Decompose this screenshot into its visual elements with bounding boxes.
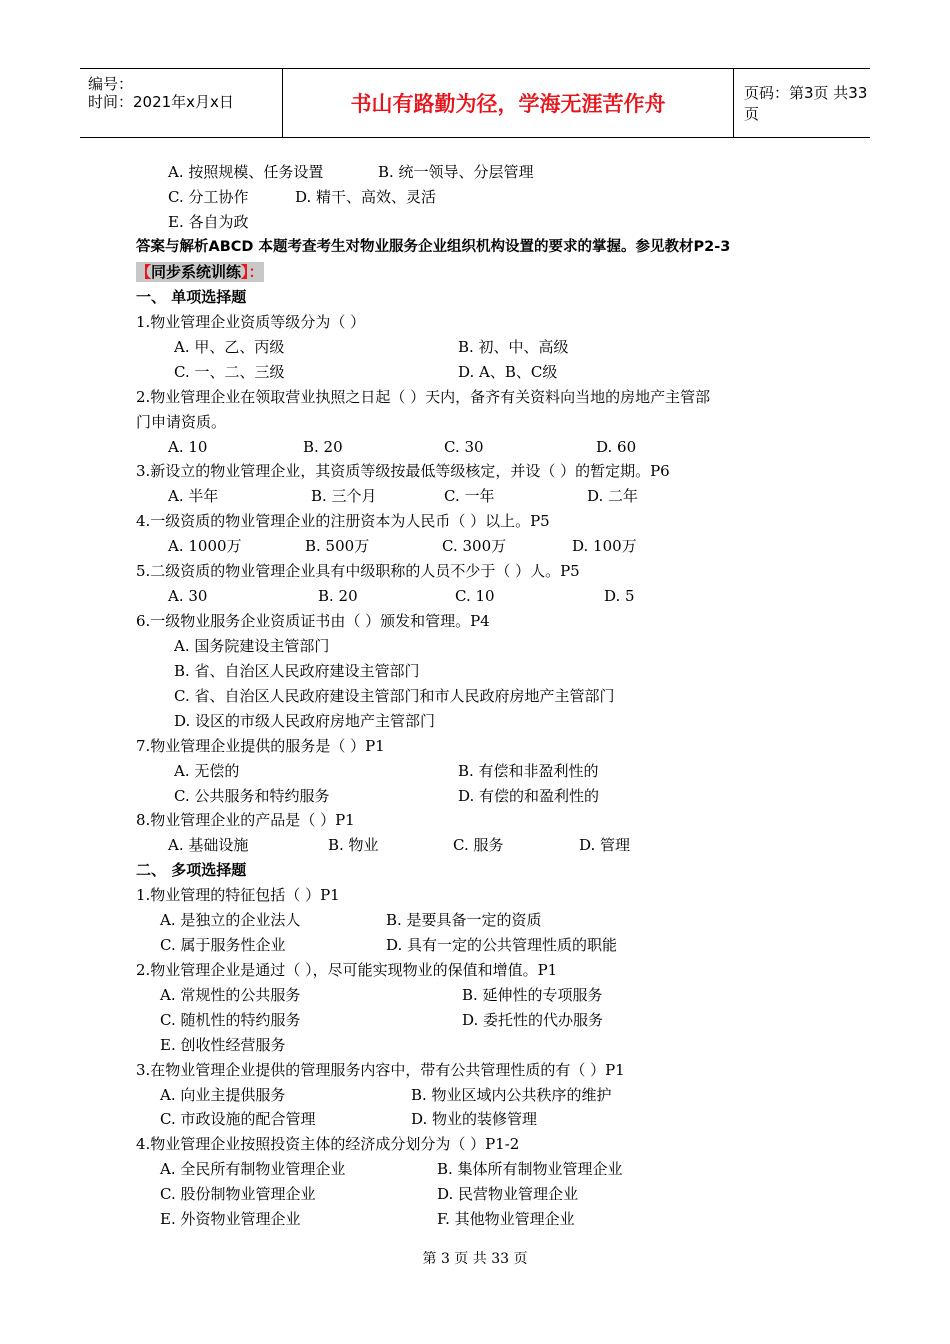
option: A. 基础设施 xyxy=(168,836,249,854)
question-stem: 4.一级资质的物业管理企业的注册资本为人民币（ ）以上。P5 xyxy=(136,512,550,530)
option: C. 省、自治区人民政府建设主管部门和市人民政府房地产主管部门 xyxy=(174,687,615,705)
option: D. 物业的装修管理 xyxy=(411,1110,538,1128)
option: A. 常规性的公共服务 xyxy=(160,986,301,1004)
option: A. 1000万 xyxy=(168,537,242,555)
option: D. 管理 xyxy=(579,836,631,854)
option: A. 无偿的 xyxy=(174,762,240,780)
option: A. 半年 xyxy=(168,487,219,505)
answer-explanation: 答案与解析ABCD 本题考查考生对物业服务企业组织机构设置的要求的掌握。参见教材P2-3 xyxy=(136,239,731,255)
question-stem: 3.在物业管理企业提供的管理服务内容中，带有公共管理性质的有（ ）P1 xyxy=(136,1061,625,1079)
option: B. 三个月 xyxy=(311,487,377,505)
question-stem: 7.物业管理企业提供的服务是（ ）P1 xyxy=(136,737,385,755)
option: B. 初、中、高级 xyxy=(458,338,569,356)
question-stem: 6.一级物业服务企业资质证书由（ ）颁发和管理。P4 xyxy=(136,612,490,630)
training-title: 同步系统训练 xyxy=(151,263,242,281)
option: D. 委托性的代办服务 xyxy=(462,1011,604,1029)
option: A. 是独立的企业法人 xyxy=(160,911,301,929)
option: D. 100万 xyxy=(572,537,637,555)
option: D. A、B、C级 xyxy=(458,363,558,381)
option: B. 是要具备一定的资质 xyxy=(386,911,542,929)
option: B. 500万 xyxy=(305,537,370,555)
question-stem-cont: 门申请资质。 xyxy=(136,413,227,431)
option: C. 服务 xyxy=(453,836,504,854)
option: C. 属于服务性企业 xyxy=(160,936,286,954)
bracket-open: 【 xyxy=(136,263,152,281)
page-header xyxy=(80,68,870,138)
option: C. 股份制物业管理企业 xyxy=(160,1185,316,1203)
header-meta xyxy=(80,69,283,137)
option: C. 公共服务和特约服务 xyxy=(174,787,330,805)
section-multi-choice: 二、 多项选择题 xyxy=(136,861,247,879)
question-stem: 8.物业管理企业的产品是（ ）P1 xyxy=(136,811,355,829)
training-heading xyxy=(136,262,264,282)
option: F. 其他物业管理企业 xyxy=(437,1210,575,1228)
header-motto-cell xyxy=(283,69,734,137)
option: B. 集体所有制物业管理企业 xyxy=(437,1160,623,1178)
question-stem: 1.物业管理企业资质等级分为（ ） xyxy=(136,313,366,331)
option: E. 各自为政 xyxy=(168,213,249,231)
page-footer: 第 3 页 共 33 页 xyxy=(422,1251,528,1267)
option: C. 10 xyxy=(455,587,495,605)
option: B. 物业 xyxy=(328,836,379,854)
option: C. 分工协作 xyxy=(168,188,249,206)
time-label: 时间：2021年x月x日 xyxy=(88,93,234,111)
option: B. 20 xyxy=(303,438,343,456)
option: A. 国务院建设主管部门 xyxy=(174,637,330,655)
question-stem: 2.物业管理企业是通过（ ），尽可能实现物业的保值和增值。P1 xyxy=(136,961,558,979)
option: B. 统一领导、分层管理 xyxy=(378,163,534,181)
code-label: 编号： xyxy=(88,75,134,93)
option: E. 外资物业管理企业 xyxy=(160,1210,301,1228)
question-stem: 5.二级资质的物业管理企业具有中级职称的人员不少于（ ）人。P5 xyxy=(136,562,580,580)
option: A. 向业主提供服务 xyxy=(160,1086,286,1104)
option: A. 甲、乙、丙级 xyxy=(174,338,285,356)
option: D. 二年 xyxy=(587,487,639,505)
option: C. 市政设施的配合管理 xyxy=(160,1110,316,1128)
option: B. 省、自治区人民政府建设主管部门 xyxy=(174,662,420,680)
section-single-choice: 一、 单项选择题 xyxy=(136,288,247,306)
option: B. 有偿和非盈利性的 xyxy=(458,762,599,780)
option: D. 60 xyxy=(596,438,637,456)
option: A. 全民所有制物业管理企业 xyxy=(160,1160,346,1178)
option: A. 10 xyxy=(168,438,208,456)
option: B. 20 xyxy=(318,587,358,605)
option: B. 延伸性的专项服务 xyxy=(462,986,603,1004)
option: D. 精干、高效、灵活 xyxy=(295,188,437,206)
header-page-number: 页码：第3页 共33页 xyxy=(744,84,868,123)
option: C. 30 xyxy=(444,438,484,456)
option: A. 30 xyxy=(168,587,208,605)
option: E. 创收性经营服务 xyxy=(160,1036,286,1054)
question-stem: 4.物业管理企业按照投资主体的经济成分划分为（ ）P1-2 xyxy=(136,1135,520,1153)
option: D. 具有一定的公共管理性质的职能 xyxy=(386,936,618,954)
option: C. 一年 xyxy=(444,487,495,505)
option: A. 按照规模、任务设置 xyxy=(168,163,324,181)
bracket-close: 】： xyxy=(241,263,264,281)
option: D. 5 xyxy=(604,587,635,605)
option: C. 300万 xyxy=(442,537,507,555)
option: D. 设区的市级人民政府房地产主管部门 xyxy=(174,712,436,730)
question-stem: 1.物业管理的特征包括（ ）P1 xyxy=(136,886,340,904)
option: D. 有偿的和盈利性的 xyxy=(458,787,600,805)
option: D. 民营物业管理企业 xyxy=(437,1185,579,1203)
option: B. 物业区域内公共秩序的维护 xyxy=(411,1086,612,1104)
question-stem: 3.新设立的物业管理企业，其资质等级按最低等级核定，并设（ ）的暂定期。P6 xyxy=(136,462,670,480)
motto: 书山有路勤为径，学海无涯苦作舟 xyxy=(350,92,666,116)
option: C. 随机性的特约服务 xyxy=(160,1011,301,1029)
option: C. 一、二、三级 xyxy=(174,363,285,381)
question-stem: 2.物业管理企业在领取营业执照之日起（ ）天内，备齐有关资料向当地的房地产主管部 xyxy=(136,388,711,406)
